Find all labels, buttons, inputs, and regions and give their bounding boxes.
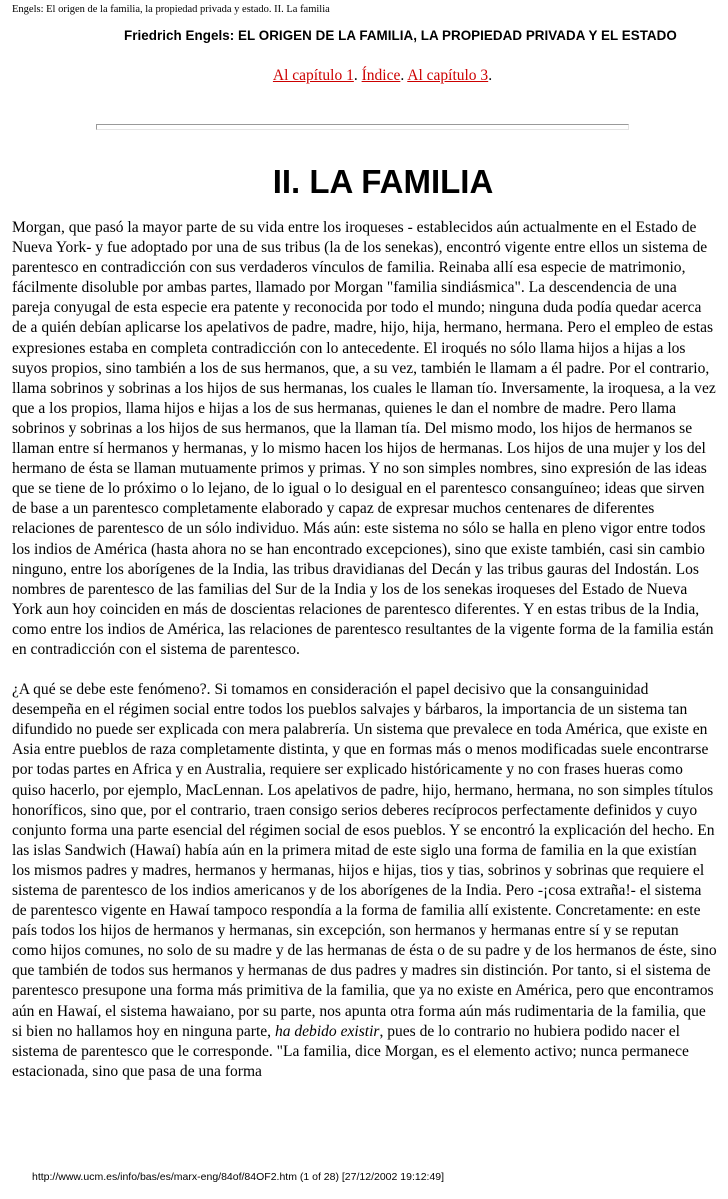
prev-chapter-link[interactable]: Al capítulo 1 [272,67,354,84]
nav-separator: . [353,67,362,84]
paragraph-2 [12,680,717,1082]
paragraph-1: Morgan, que pasó la mayor parte de su vida entre los iroqueses - establecidos aún actualmente en el Estado de Nueva York- y fue adoptado por una de sus tribus (la de los senekas), encontró vigente entre ellos un sistema de parentesco en contradicción con sus verdaderos vínculos de familia. Reinaba allí esa especie de matrimonio, fácilmente disoluble por ambas partes, llamado por Morgan "familia sindiásmica". La descendencia de una pareja conyugal de esta especie era patente y reconocida por todo el mundo; ninguna duda podía quedar acerca de a quién debían aplicarse los apelativos de padre, madre, hijo, hija, hermano, hermana. Pero el empleo de estas expresiones estaba en completa contradicción con lo antecedente. El iroqués no sólo llama hijos a hijas a los suyos propios, sino también a los de sus hermanos, que, a su vez, también le llamam a él padre. Por el contrario, llama sobrinos y sobrinas a los hijos de sus hermanas, los cuales le llaman tío. Inversamente, la iroquesa, a la vez que a los propios, llama hijos e hijas a los de sus hermanas, quienes le dan el nombre de madre. Pero llama sobrinos y sobrinas a los hijos de sus hermanos, que la llaman tía. Del mismo modo, los hijos de hermanos se llaman entre sí hermanos y hermanas, y lo mismo hacen los hijos de hermanas. Los hijos de una mujer y los del hermano de ésta se llaman mutuamente primos y primas. Y no son simples nombres, sino expresión de las ideas que se tiene de lo próximo o lo lejano, de lo igual o lo desigual en el parentesco consanguíneo; ideas que sirven de base a un parentesco completamente elaborado y capaz de expresar muchos centenares de diferentes relaciones de parentesco de un sólo individuo. Más aún: este sistema no sólo se halla en pleno vigor entre todos los indios de América (hasta ahora no se han encontrado excepciones), sino que existe también, casi sin cambio ninguno, entre los aborígenes de la India, las tribus dravidianas del Decán y las tribus gauras del Indostán. Los nombres de parentesco de las familias del Sur de la India y los de los senekas iroqueses del Estado de Nueva York aun hoy coinciden en más de doscientas relaciones de parentesco diferentes. Y en estas tribus de la India, como entre los indios de América, las relaciones de parentesco resultantes de la vigente forma de la familia están en contradicción con el sistema de parentesco. [12,219,716,658]
next-chapter-link[interactable]: Al capítulo 3 [407,67,489,84]
index-link[interactable]: Índice [361,67,401,84]
horizontal-rule [96,124,629,130]
nav-separator: . [400,67,408,84]
chapter-body [12,218,717,1082]
paragraph-2-text-before: ¿A qué se debe este fenómeno?. Si tomamos en consideración el papel decisivo que la consanguinidad desempeña en el régimen social entre todos los pueblos salvajes y bárbaros, la importancia de un sistema tan difundido no puede ser explicada con mera palabrería. Un sistema que prevalece en toda América, que existe en Asia entre pueblos de raza completamente distinta, y que en formas más o menos modificadas suele encontrarse por todas partes en Africa y en Australia, requiere ser explicado históricamente y no con frases hueras como quiso hacerlo, por ejemplo, MacLennan. Los apelativos de padre, hijo, hermano, hermana, no son simples títulos honoríficos, sino que, por el contrario, traen consigo serios deberes recíprocos perfectamente definidos y cuyo conjunto forma una parte esencial del régimen social de esos pueblos. Y se encontró la explicación del hecho. En las islas Sandwich (Hawaí) había aún en la primera mitad de este siglo una forma de familia en la que existían los mismos padres y madres, hermanos y hermanas, hijos e hijas, tios y tias, sobrinos y sobrinas que requiere el sistema de parentesco de los indios americanos y de los aborígenes de la India. Pero -¡cosa extraña!- el sistema de parentesco vigente en Hawaí tampoco respondía a la forma de familia allí existente. Concretamente: en este país todos los hijos de hermanos y hermanas, sin excepción, son hermanos y hermanas entre sí y se reputan como hijos comunes, no solo de su madre y de las hermanas de ésta o de su padre y de los hermanos de éste, sino que también de todos sus hermanos y hermanas de dus padres y madres sin distinción. Por tanto, si el sistema de parentesco presupone una forma más primitiva de la familia, que ya no existe en América, pero que encontramos aún en Hawaí, el sistema hawaiano, por su parte, nos apunta otra forma aún más rudimentaria de la familia, que si bien no hallamos hoy en ninguna parte, [12,681,717,1040]
chapter-title: II. LA FAMILIA [272,163,494,200]
nav-separator: . [488,67,493,84]
print-header: Engels: El origen de la familia, la propiedad privada y estado. II. La familia [12,4,330,15]
chapter-navigation [0,67,728,85]
author-heading: Friedrich Engels: EL ORIGEN DE LA FAMILIA, LA PROPIEDAD PRIVADA Y EL ESTADO [124,28,677,43]
paragraph-2-text-after: , pues de lo contrario no hubiera podido nacer el sistema de parentesco que le corresponde. "La familia, dice Morgan, es el elemento activo; nunca permanece estacionada, sino que pasa de una forma [12,1022,689,1080]
print-footer: http://www.ucm.es/info/bas/es/marx-eng/84of/84OF2.htm (1 of 28) [27/12/2002 19:12:49] [32,1171,445,1183]
emphasis-text: ha debido existir [274,1022,380,1040]
